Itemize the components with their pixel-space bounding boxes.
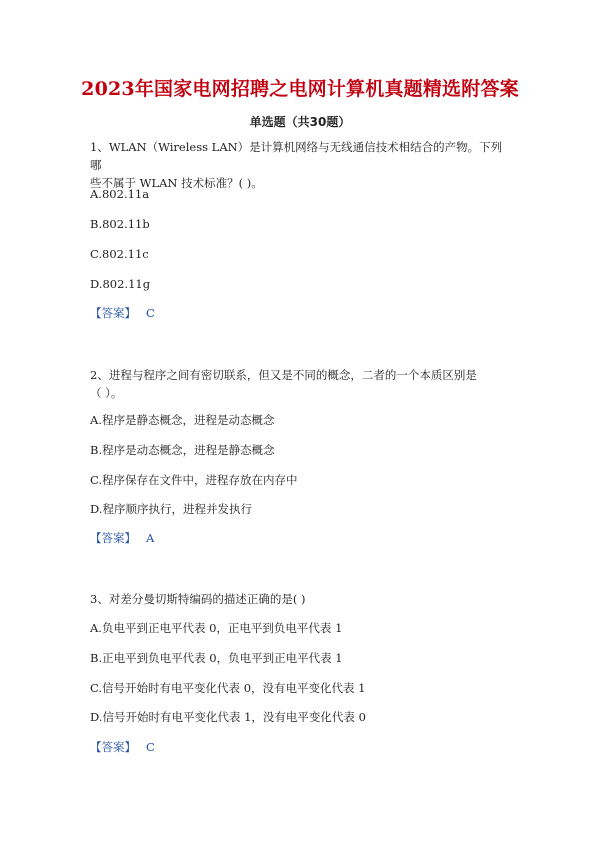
question-2-stem <box>90 366 510 402</box>
answer-value: A <box>146 531 155 545</box>
question-1-option-a: A.802.11a <box>90 187 150 201</box>
question-1-stem <box>90 138 510 192</box>
answer-label: 【答案】 <box>90 740 136 754</box>
question-1-option-c: C.802.11c <box>90 247 149 261</box>
answer-label: 【答案】 <box>90 531 136 545</box>
question-3-stem <box>90 590 510 608</box>
question-1-stem-line-1: 1、WLAN（Wireless LAN）是计算机网络与无线通信技术相结合的产物。下列哪 <box>90 140 503 172</box>
question-3-option-c: C.信号开始时有电平变化代表 0，没有电平变化代表 1 <box>90 681 366 695</box>
question-1-option-b: B.802.11b <box>90 217 150 231</box>
question-2-option-c: C.程序保存在文件中，进程存放在内存中 <box>90 473 298 487</box>
question-3-stem-line-1: 3、对差分曼切斯特编码的描述正确的是( ) <box>90 592 306 606</box>
answer-label: 【答案】 <box>90 306 136 320</box>
question-2-option-a: A.程序是静态概念，进程是动态概念 <box>90 413 275 427</box>
question-2-option-b: B.程序是动态概念，进程是静态概念 <box>90 443 275 457</box>
question-1-option-d: D.802.11g <box>90 277 151 291</box>
answer-value: C <box>146 306 155 320</box>
question-3-option-b: B.正电平到负电平代表 0，负电平到正电平代表 1 <box>90 651 343 665</box>
question-1-answer <box>90 305 155 321</box>
question-1-stem-line-2: 些不属于 WLAN 技术标准？( )。 <box>90 176 263 190</box>
question-3-option-a: A.负电平到正电平代表 0，正电平到负电平代表 1 <box>90 621 343 635</box>
question-2-answer <box>90 530 154 546</box>
question-2-option-d: D.程序顺序执行，进程并发执行 <box>90 502 252 516</box>
answer-value: C <box>146 740 155 754</box>
question-2-stem-line-2: （ ）。 <box>90 386 123 400</box>
document-title: 2023年国家电网招聘之电网计算机真题精选附答案 <box>81 78 519 100</box>
question-3-option-d: D.信号开始时有电平变化代表 1，没有电平变化代表 0 <box>90 710 366 724</box>
question-3-answer <box>90 739 155 755</box>
question-2-stem-line-1: 2、进程与程序之间有密切联系，但又是不同的概念，二者的一个本质区别是 <box>90 368 477 382</box>
section-heading: 单选题（共30题） <box>249 115 351 129</box>
